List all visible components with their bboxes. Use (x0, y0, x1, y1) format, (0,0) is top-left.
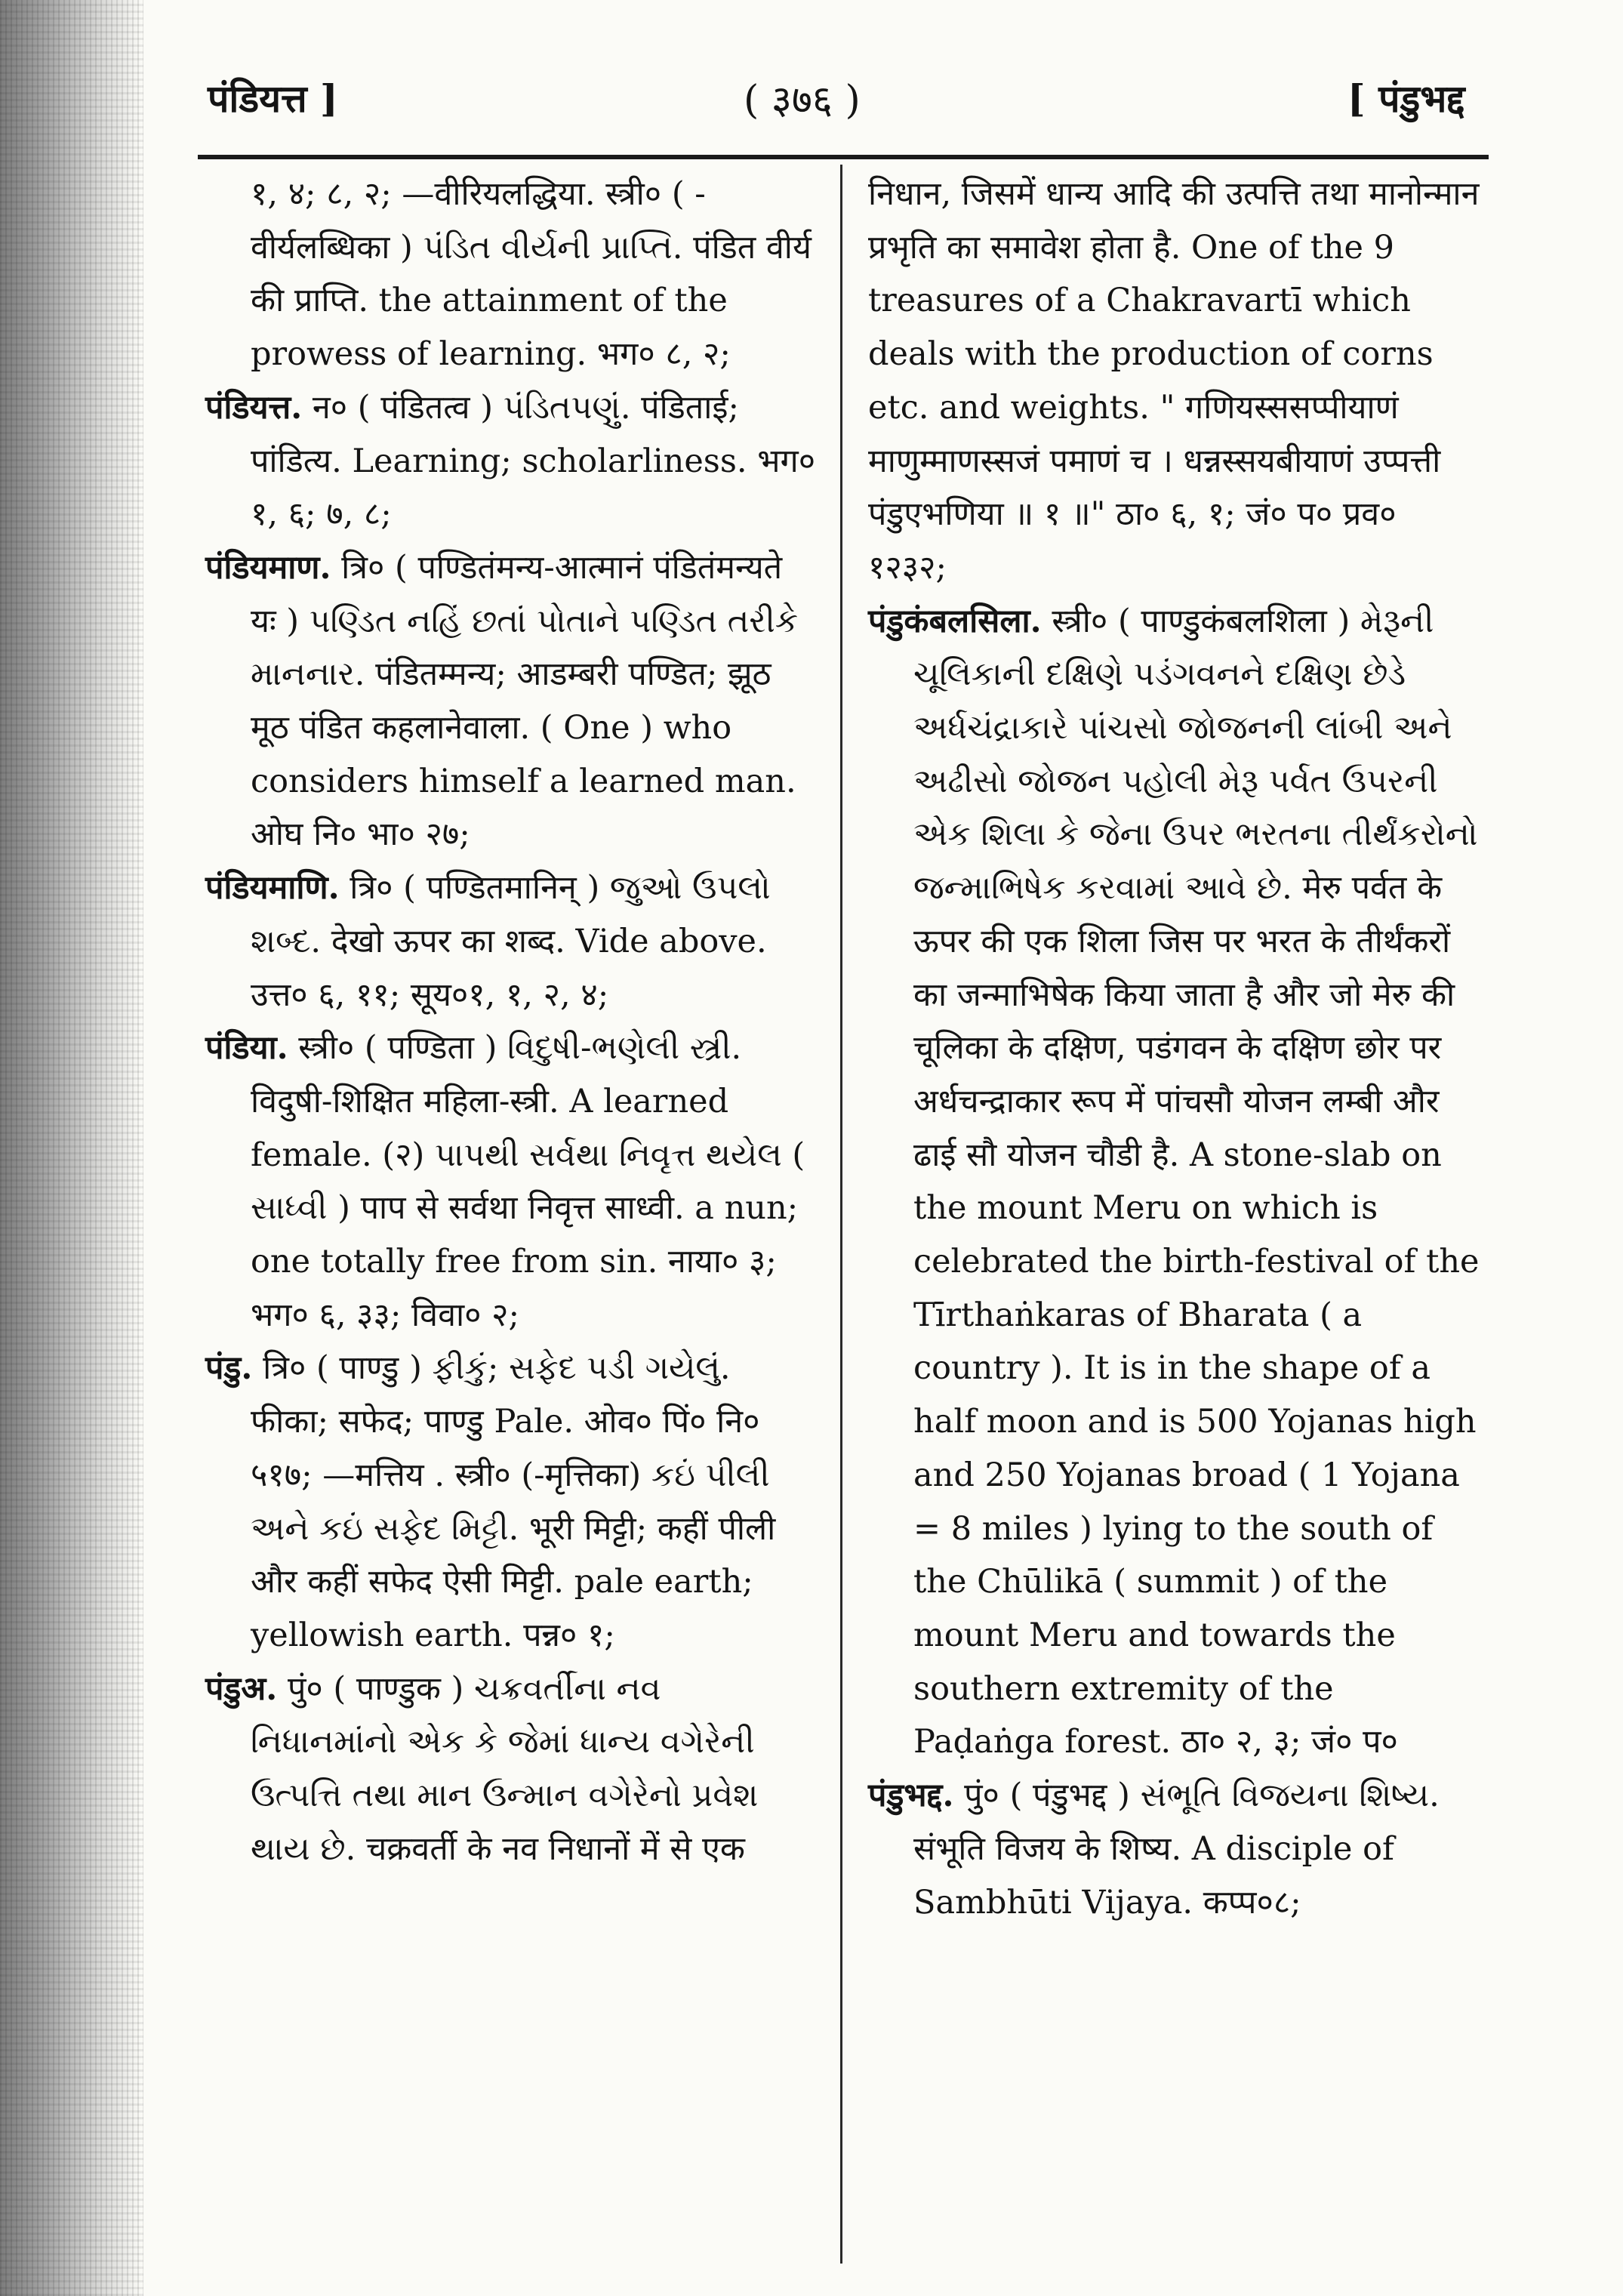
entry-definition: पुं० ( पंडुभद्द ) સંભૂતિ વિજયના શિષ્ય. संभूति विजय के शिष्य. A disciple of Sambhūti Vijaya. कप्प०८; (913, 1777, 1440, 1922)
continued-entry: निधान, जिसमें धान्य आदि की उत्पत्ति तथा मानोन्मान प्रभृति का समावेश होता है. One of the 9 treasures of a Chakravartī which deals with the production of corns etc. and weights. " गणियस्ससप्पीयाणं माणुम्माणस्सजं पमाणं च । धन्नस्सयबीयाणं उप्पत्ती पंडुएभणिया ॥ १ ॥" ठा० ६, १; जं० प० प्रव० १२३२; (868, 175, 1480, 587)
page-header (0, 72, 1623, 132)
header-first-headword: पंडियत्त ] (208, 76, 338, 121)
entry-definition: न० ( पंडितत्व ) પંડિતપણું. पंडिताई; पांडित्य. Learning; scholarliness. भग० १, ६; ७, ८; (251, 388, 816, 534)
entry-headword: पंडियत्त. (205, 388, 303, 427)
entry-headword: पंडियमाणि. (205, 869, 340, 908)
entry-definition: त्रि० ( पण्डितंमन्य-आत्मानं पंडितंमन्यते यः ) પણ્ડિત નહિં છતાં પોતાને પણ્ડિત તરીકે માનનાર. पंडितम्मन्य; आडम्बरी पण्डित; झूठ मूठ पंडित कहलानेवाला. ( One ) who considers himself a learned man. ओघ नि० भा० २७; (251, 548, 799, 854)
right-column (868, 168, 1480, 1929)
dictionary-entry (205, 1663, 817, 1876)
dictionary-entry (205, 541, 817, 861)
entry-headword: पंडु. (205, 1349, 253, 1388)
dictionary-entry (205, 861, 817, 1022)
entry-headword: पंडुभद्द. (868, 1777, 954, 1815)
entry-definition: स्त्री० ( पण्डिता ) વિદુષી-ભણેલી સ્ત્રી. विदुषी-शिक्षित महिला-स्त्री. A learned female. (२) પાપથી સર્વથા નિવૃત્ત થયેલ ( સાધ્વી ) पाप से सर्वथा निवृत्त साध्वी. a nun; one totally free from sin. नाया० ३; भग० ६, ३३; विवा० २; (251, 1029, 805, 1334)
column-divider (840, 165, 842, 2264)
header-rule (198, 155, 1489, 159)
entry-headword: पंडुकंबलसिला. (868, 602, 1042, 640)
entry-headword: पंडुअ. (205, 1669, 278, 1708)
scan-binding-gutter (0, 0, 143, 2296)
entry-definition: त्रि० ( पाण्डु ) ફીકું; સફેદ પડી ગયેલું. फीका; सफेद; पाण्डु Pale. ओव० पिं० नि० ५१७; —मत्तिय . स्त्री० (-मृत्तिका) કઇં પીલી અને કઇં સફેદ મિટ્ટી. भूरी मिट्टी; कहीं पीली और कहीं सफेद ऐसी मिट्टी. pale earth; yellowish earth. पन्न० १; (251, 1349, 776, 1654)
dictionary-entry (205, 1022, 817, 1342)
entry-definition: त्रि० ( पण्डितमानिन् ) જુઓ ઉપલો શબ્દ. देखो ऊपर का शब्द. Vide above. उत्त० ६, ११; सूय०१, १, २, ४; (251, 869, 771, 1014)
entry-definition: पुं० ( पाण्डुक ) ચક્રવર્તીના નવ નિધાનમાંનો એક કે જેમાં ધાન્ય વગેરેની ઉત્પત્તિ તથા માન ઉન્માન વગેરેનો પ્રવેશ થાય છે. चक्रवर्ती के नव निधानों में से एक (251, 1669, 759, 1868)
continued-entry: १, ४; ८, २; —वीरियलद्धिया. स्त्री० ( -वीर्यलब्धिका ) પંડિત વીર્યની પ્રાપ્તિ. पंडित वीर्य की प्राप्ति. the attainment of the prowess of learning. भग० ८, २; (251, 175, 812, 374)
header-last-headword: [ पंडुभद्द (1347, 76, 1465, 121)
dictionary-entry (868, 1769, 1480, 1929)
left-column (205, 168, 817, 1876)
dictionary-entry (205, 381, 817, 541)
dictionary-entry (868, 595, 1480, 1769)
entry-headword: पंडियमाण. (205, 548, 331, 587)
dictionary-entry (205, 1342, 817, 1662)
page-number: ( ३७६ ) (744, 78, 861, 123)
entry-definition: स्त्री० ( पाण्डुकंबलशिला ) મેરૂની ચૂલિકાની દક્ષિણે પડંગવનને દક્ષિણ છેડે અર્ધચંદ્રાકારે પાંચસો જોજનની લાંબી અને અઢીસો જોજન પહોલી મેરૂ પર્વત ઉપરની એક શિલા કે જેના ઉપર ભરતના તીર્થંકરોનો જન્માભિષેક કરવામાં આવે છે. मेरु पर्वत के ऊपर की एक शिला जिस पर भरत के तीर्थंकरों का जन्माभिषेक किया जाता है और जो मेरु की चूलिका के दक्षिण, पडंगवन के दक्षिण छोर पर अर्धचन्द्राकार रूप में पांचसौ योजन लम्बी और ढाई सौ योजन चौडी है. A stone-slab on the mount Meru on which is celebrated the birth-festival of the Tīrthaṅkaras of Bharata ( a country ). It is in the shape of a half moon and is 500 Yojanas high and 250 Yojanas broad ( 1 Yojana = 8 miles ) lying to the south of the Chūlikā ( summit ) of the mount Meru and towards the southern extremity of the Paḍaṅga forest. ठा० २, ३; जं० प० (913, 602, 1480, 1761)
entry-headword: पंडिया. (205, 1029, 288, 1068)
